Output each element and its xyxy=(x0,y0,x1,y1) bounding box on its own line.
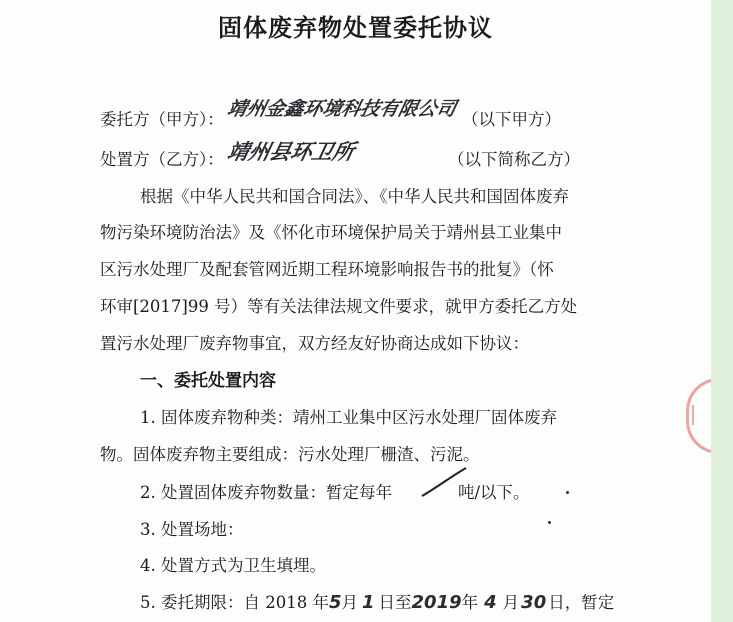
party-a-suffix: （以下甲方） xyxy=(462,110,561,129)
preamble-line-1: 根据《中华人民共和国合同法》、《中华人民共和国固体废弃 xyxy=(140,187,569,206)
document-title: 固体废弃物处置委托协议 xyxy=(218,13,493,42)
party-b-signature: 靖州县环卫所 xyxy=(225,140,357,164)
preamble-line-5: 置污水处理厂废弃物事宜，双方经友好协商达成如下协议： xyxy=(100,334,529,353)
red-seal-mark xyxy=(692,405,704,425)
item-5-text-e: 月 xyxy=(502,593,520,612)
item-5-line xyxy=(140,589,614,613)
preamble-line-4: 环审[2017]99 号）等有关法律法规文件要求，就甲方委托乙方处 xyxy=(100,297,578,316)
item-5-day-end: 30 xyxy=(521,592,547,613)
viewer-side-strip xyxy=(711,0,733,622)
preamble-line-2: 物污染环境防治法》及《怀化市环境保护局关于靖州县工业集中 xyxy=(100,223,562,242)
item-5-text-f: 日，暂定 xyxy=(548,593,615,612)
item-1-line-2: 物。固体废弃物主要组成：污水处理厂栅渣、污泥。 xyxy=(100,445,480,464)
item-3: 3. 处置场地： xyxy=(140,520,244,539)
item-5-day-start: 1 xyxy=(362,592,375,613)
party-b-label: 处置方（乙方）： xyxy=(100,150,224,169)
preamble-line-3: 区污水处理厂及配套管网近期工程环境影响报告书的批复》（怀 xyxy=(100,260,554,279)
speck xyxy=(548,521,551,524)
party-b-line xyxy=(100,146,224,170)
party-a-line xyxy=(100,106,224,130)
item-5-text-b: 月 xyxy=(341,593,358,612)
section-heading: 一、委托处置内容 xyxy=(140,371,276,391)
item-4: 4. 处置方式为卫生填埋。 xyxy=(140,556,326,575)
item-5-text-d: 年 xyxy=(461,593,479,612)
item-5-month-end: 4 xyxy=(484,592,497,613)
item-5-month-start: 5 xyxy=(328,592,342,613)
item-5-year-end: 2019 xyxy=(411,592,462,613)
item-2-suffix: 吨/以下。 xyxy=(458,483,530,502)
item-1-line-1: 1. 固体废弃物种类：靖州工业集中区污水处理厂固体废弃 xyxy=(140,408,557,427)
item-5-text-c: 日至 xyxy=(378,593,412,612)
party-a-signature: 靖州金鑫环境科技有限公司 xyxy=(225,98,459,120)
speck xyxy=(566,491,569,494)
party-b-suffix: （以下简称乙方） xyxy=(448,150,580,169)
item-5-text-a: 5. 委托期限：自 2018 年 xyxy=(140,593,329,612)
item-2-prefix: 2. 处置固体废弃物数量：暂定每年 xyxy=(140,483,392,502)
party-a-label: 委托方（甲方）： xyxy=(100,110,224,129)
